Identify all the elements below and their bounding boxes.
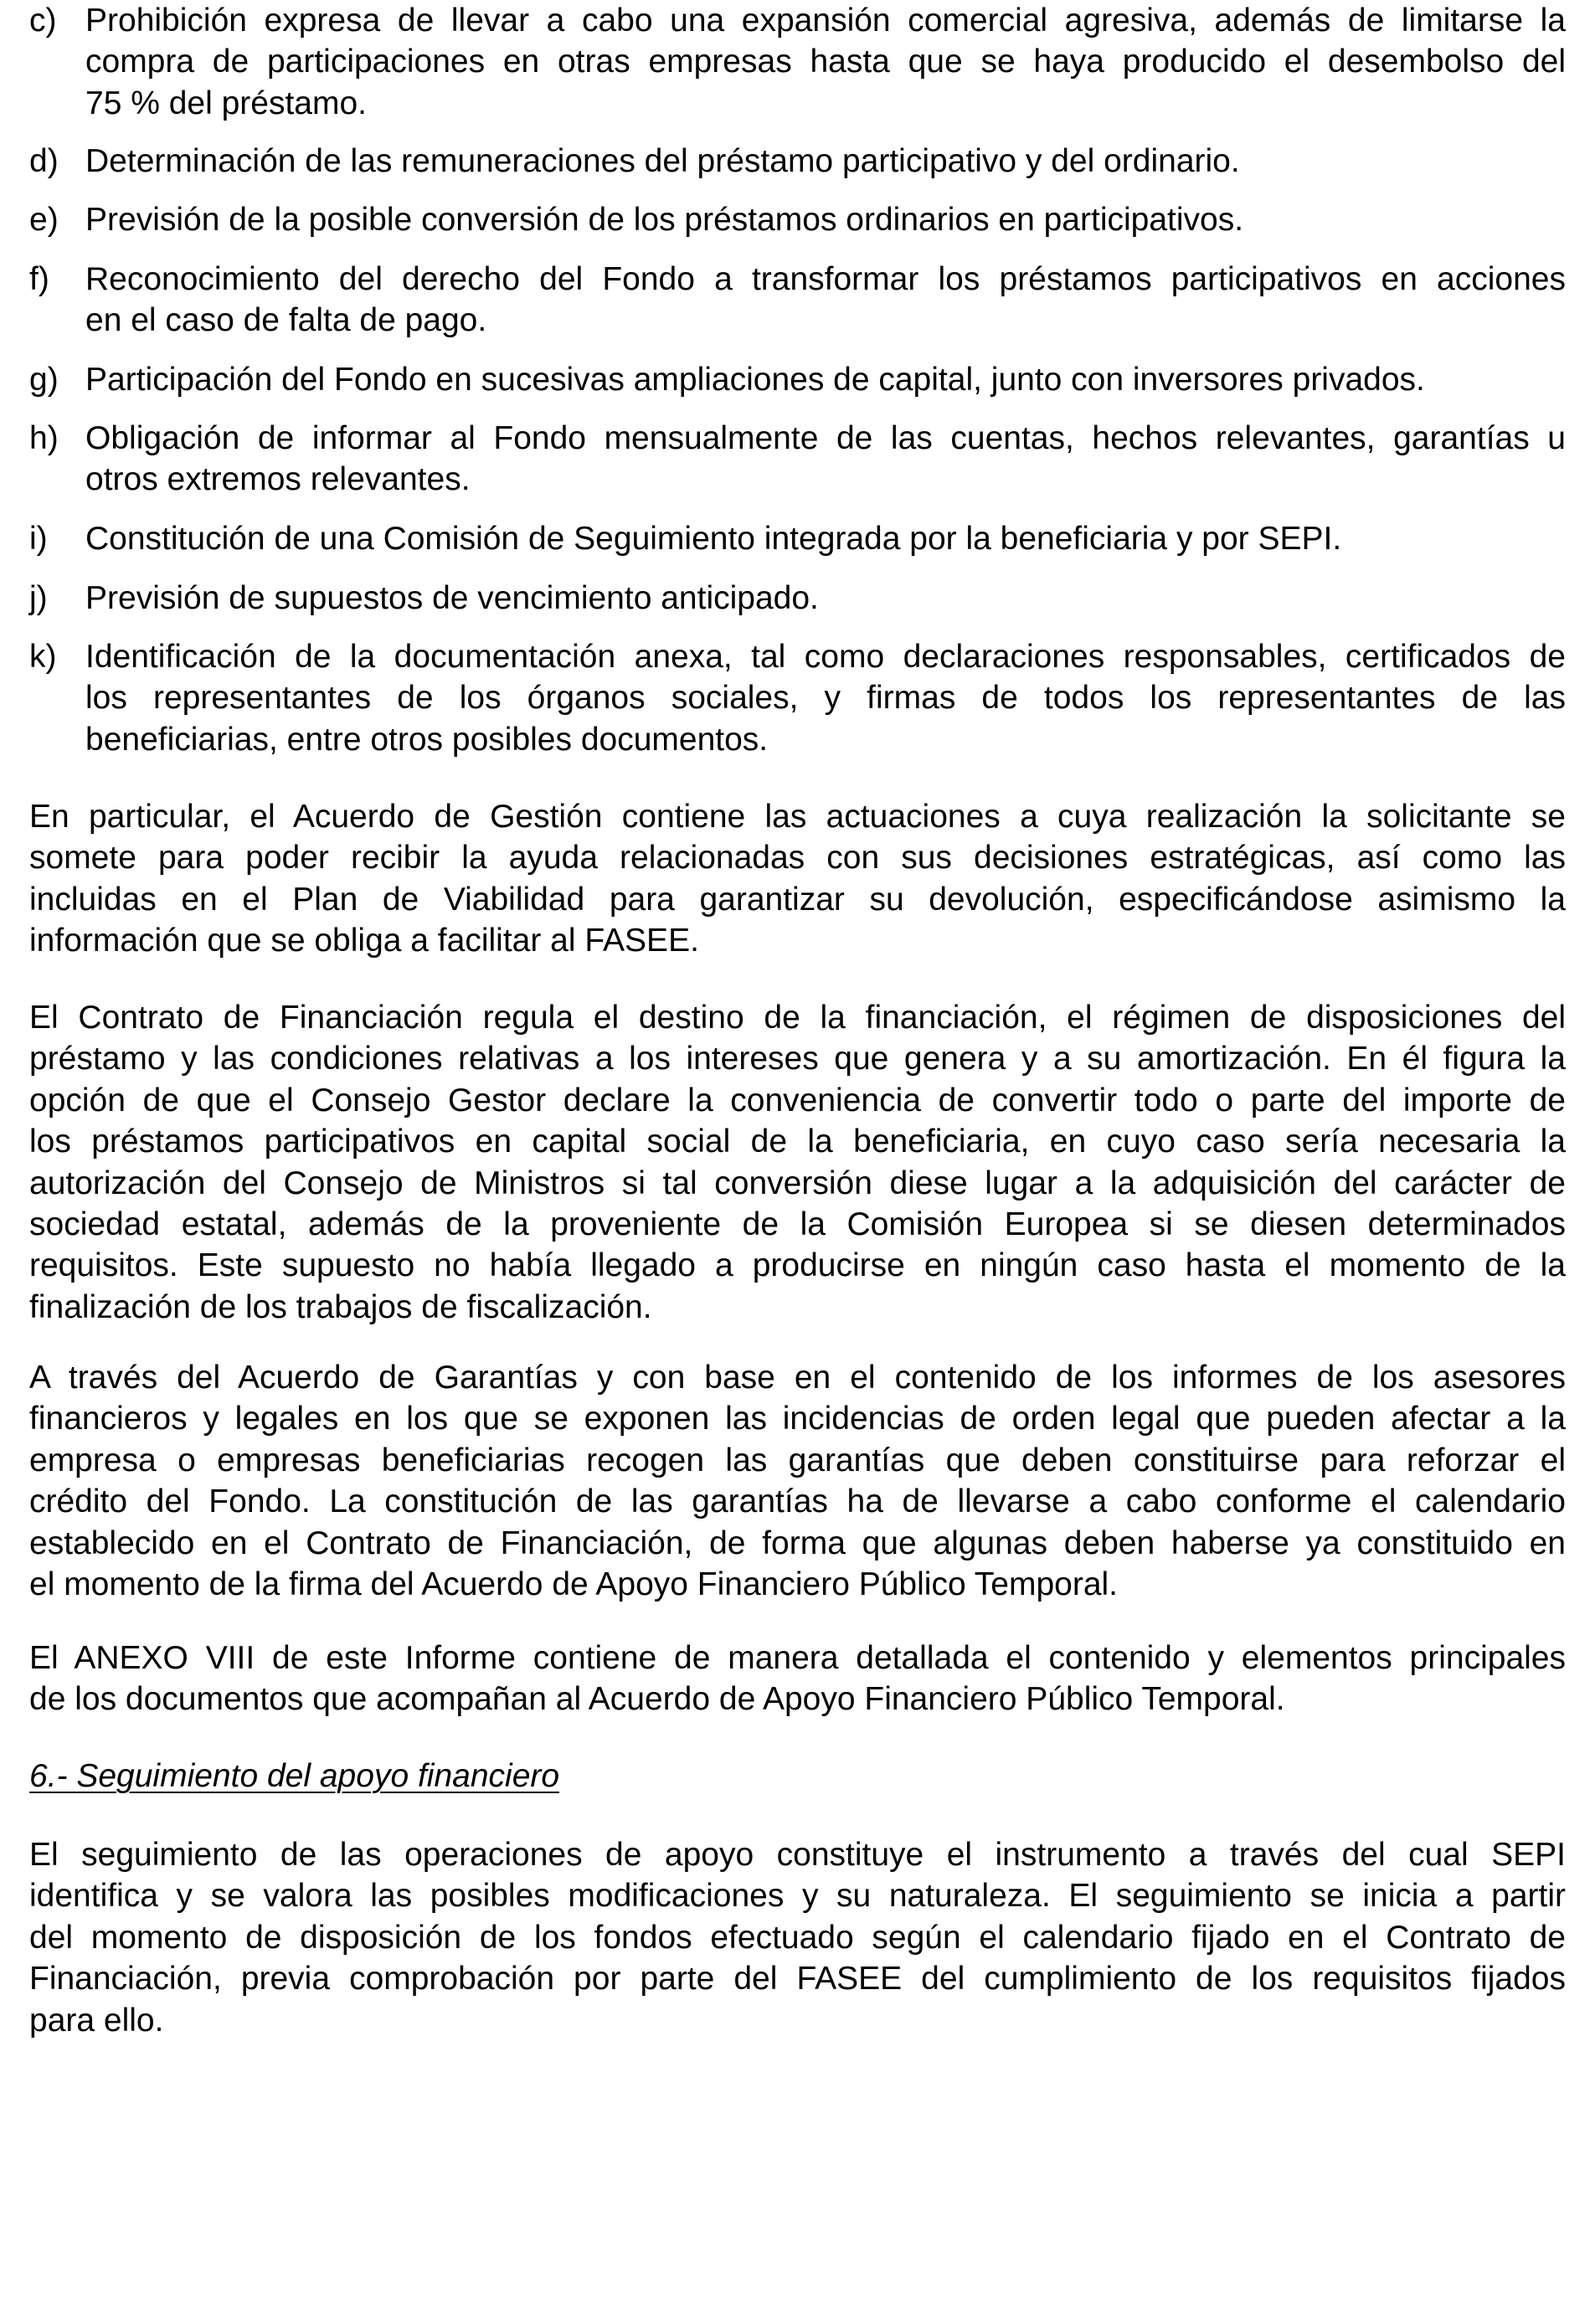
text-line: requisitos. Este supuesto no había llegado a producirse en ningún caso hasta el momento de la [29,1247,1566,1284]
text-line: crédito del Fondo. La constitución de las garantías ha de llevarse a cabo conforme el calendario [29,1483,1566,1520]
text-line: Identificación de la documentación anexa, tal como declaraciones responsables, certificados de [85,639,1566,675]
paragraph [29,1357,1566,1605]
text-line: Reconocimiento del derecho del Fondo a transformar los préstamos participativos en acciones [85,261,1566,297]
list-item [29,199,1566,240]
text-line: El seguimiento de las operaciones de apoyo constituye el instrumento a través del cual SEPI [29,1837,1566,1873]
text-line: En particular, el Acuerdo de Gestión contiene las actuaciones a cuya realización la solicitante se [29,799,1566,835]
text-line: Determinación de las remuneraciones del préstamo participativo y del ordinario. [85,143,1240,179]
list-item-label: g) [29,362,59,398]
list-item [29,359,1566,400]
text-line: los préstamos participativos en capital social de la beneficiaria, en cuyo caso sería necesaria la [29,1123,1566,1160]
list-item-text [85,359,1566,400]
text-line: en el caso de falta de pago. [85,302,487,339]
text-line: sociedad estatal, además de la proveniente de la Comisión Europea si se diesen determinados [29,1206,1566,1242]
list-item-label: d) [29,143,59,179]
list-item-label: c) [29,3,57,39]
list-item-text [85,0,1566,124]
text-line: opción de que el Consejo Gestor declare la conveniencia de convertir todo o parte del importe de [29,1082,1566,1118]
list-item-text [85,199,1566,240]
text-line: autorización del Consejo de Ministros si tal conversión diese lugar a la adquisición del carácter de [29,1165,1566,1201]
list-item [29,259,1566,342]
list-item-label: k) [29,639,57,675]
text-line: compra de participaciones en otras empresas hasta que se haya producido el desembolso del [85,44,1566,80]
text-line: otros extremos relevantes. [85,461,471,498]
text-line: información que se obliga a facilitar al FASEE. [29,923,699,959]
text-line: financieros y legales en los que se exponen las incidencias de orden legal que pueden afectar a la [29,1401,1566,1437]
list-item-label: h) [29,420,59,456]
text-line: para ello. [29,2002,164,2039]
paragraph [29,997,1566,1328]
text-line: El Contrato de Financiación regula el destino de la financiación, el régimen de disposiciones del [29,1000,1566,1036]
text-line: El ANEXO VIII de este Informe contiene de manera detallada el contenido y elementos principales [29,1640,1566,1676]
list-item-label: e) [29,202,59,238]
section-heading: 6.- Seguimiento del apoyo financiero [29,1758,560,1794]
text-line: los representantes de los órganos sociales, y firmas de todos los representantes de las [85,680,1566,717]
list-item [29,0,1566,124]
text-line: empresa o empresas beneficiarias recogen las garantías que deben constituirse para reforzar el [29,1442,1566,1478]
paragraph [29,1638,1566,1720]
text-line: incluidas en el Plan de Viabilidad para garantizar su devolución, especificándose asimismo la [29,881,1566,918]
list-item [29,518,1566,559]
list-item-label: i) [29,521,48,557]
text-line: A través del Acuerdo de Garantías y con base en el contenido de los informes de los asesores [29,1360,1566,1396]
text-line: somete para poder recibir la ayuda relacionadas con sus decisiones estratégicas, así como las [29,840,1566,877]
list-item-text [85,259,1566,342]
text-line: Participación del Fondo en sucesivas ampliaciones de capital, junto con inversores privados. [85,362,1425,398]
text-line: Obligación de informar al Fondo mensualmente de las cuentas, hechos relevantes, garantías u [85,420,1566,456]
list-item-label: j) [29,580,48,616]
paragraph [29,796,1566,962]
text-line: de los documentos que acompañan al Acuerdo de Apoyo Financiero Público Temporal. [29,1681,1285,1718]
text-line: Previsión de la posible conversión de los préstamos ordinarios en participativos. [85,202,1244,238]
list-item-text [85,418,1566,501]
text-line: establecido en el Contrato de Financiación, de forma que algunas deben haberse ya constituido en [29,1524,1566,1561]
text-line: Constitución de una Comisión de Seguimiento integrada por la beneficiaria y por SEPI. [85,521,1342,557]
text-line: del momento de disposición de los fondos efectuado según el calendario fijado en el Contrato de [29,1919,1566,1956]
paragraph [29,1834,1566,2041]
list-item [29,578,1566,619]
list-item-label: f) [29,261,49,297]
list-item [29,418,1566,501]
text-line: Previsión de supuestos de vencimiento anticipado. [85,580,819,616]
text-line: Prohibición expresa de llevar a cabo una expansión comercial agresiva, además de limitarse la [85,3,1566,39]
text-line: identifica y se valora las posibles modificaciones y su naturaleza. El seguimiento se inicia a partir [29,1878,1566,1915]
text-line: el momento de la firma del Acuerdo de Apoyo Financiero Público Temporal. [29,1566,1119,1602]
list-item [29,636,1566,760]
list-item-text [85,578,1566,619]
text-line: beneficiarias, entre otros posibles documentos. [85,721,769,758]
list-item-text [85,518,1566,559]
list-item-text [85,636,1566,760]
text-line: Financiación, previa comprobación por parte del FASEE del cumplimiento de los requisitos fijados [29,1961,1566,1998]
text-line: finalización de los trabajos de fiscalización. [29,1288,652,1325]
list-item [29,141,1566,182]
list-item-text [85,141,1566,182]
text-line: 75 % del préstamo. [85,85,368,121]
text-line: préstamo y las condiciones relativas a los intereses que genera y a su amortización. En él figura la [29,1041,1566,1077]
